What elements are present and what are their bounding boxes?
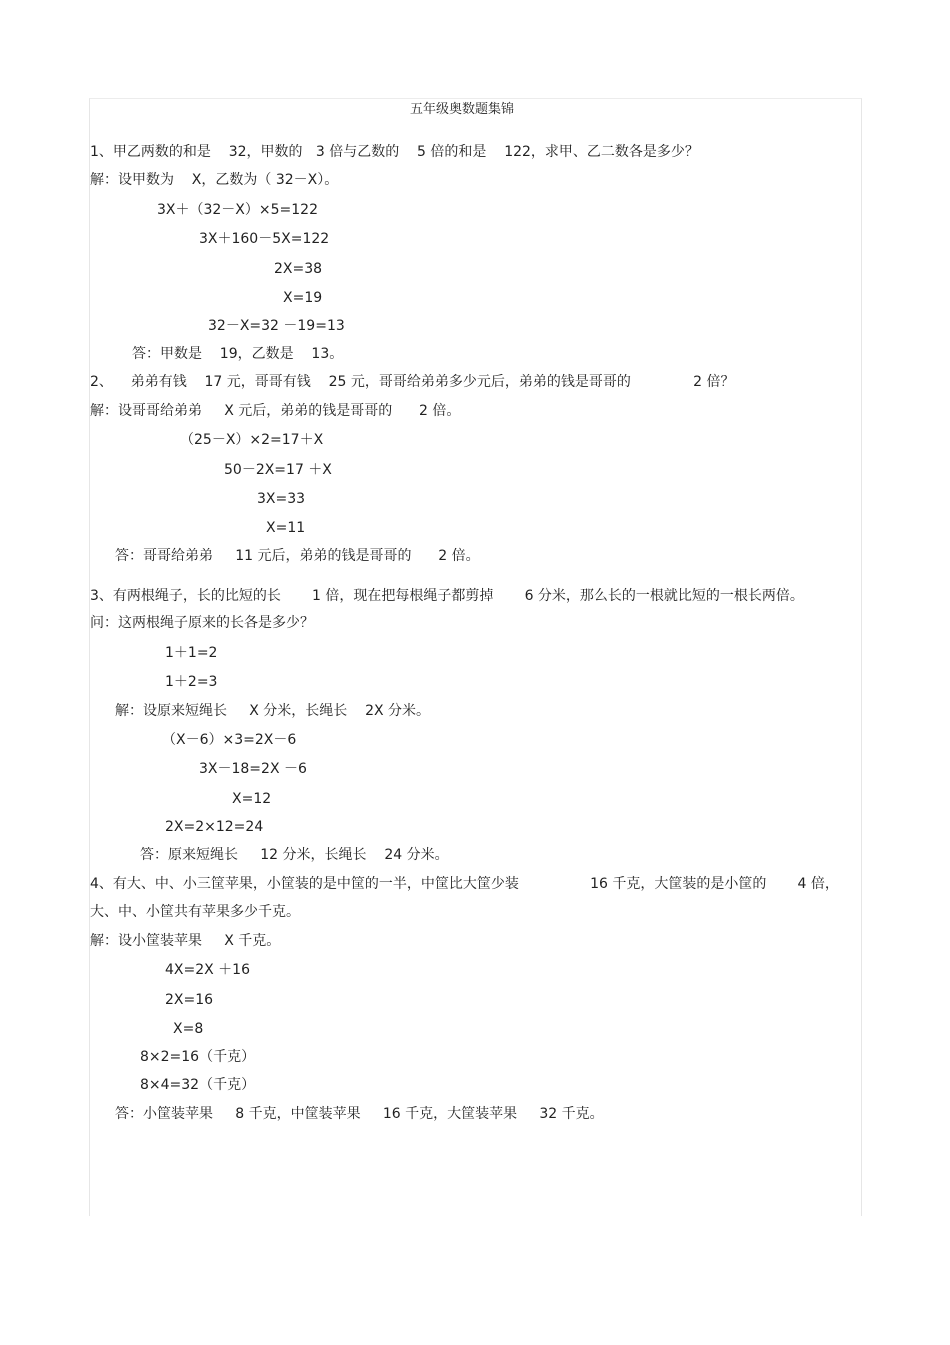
equation-line: X=8 [173, 1021, 204, 1037]
equation-line: X=19 [283, 290, 323, 306]
question-1: 1、甲乙两数的和是 32，甲数的 3 倍与乙数的 5 倍的和是 122，求甲、乙二数各是多少？ [90, 144, 699, 160]
equation-line: 1＋1=2 [165, 645, 218, 661]
question-4-cont: 大、中、小筐共有苹果多少千克。 [90, 904, 300, 920]
equation-line: 4X=2X ＋16 [165, 962, 250, 978]
equation-line: （25－X）×2=17＋X [180, 432, 324, 448]
equation-line: 8×2=16（千克） [140, 1049, 256, 1065]
equation-line: 1＋2=3 [165, 674, 218, 690]
equation-line: X=11 [266, 520, 306, 536]
equation-line: 2X=2×12=24 [165, 819, 264, 835]
equation-line: （X－6）×3=2X－6 [162, 732, 297, 748]
solution-4-setup: 解：设小筐装苹果 X 千克。 [90, 933, 281, 949]
question-3: 3、有两根绳子，长的比短的长 1 倍，现在把每根绳子都剪掉 6 分米，那么长的一根就比短的一根长两倍。 [90, 588, 804, 604]
equation-line: 3X－18=2X －6 [199, 761, 307, 777]
answer-4: 答：小筐装苹果 8 千克，中筐装苹果 16 千克，大筐装苹果 32 千克。 [115, 1106, 604, 1122]
equation-line: 3X＋（32－X）×5=122 [157, 202, 318, 218]
equation-line: 50－2X=17 ＋X [224, 462, 332, 478]
equation-line: 2X=38 [274, 261, 323, 277]
page-title: 五年级奥数题集锦 [410, 102, 515, 117]
equation-line: 3X=33 [257, 491, 306, 507]
solution-3-setup: 解：设原来短绳长 X 分米，长绳长 2X 分米。 [115, 703, 431, 719]
equation-line: 2X=16 [165, 992, 214, 1008]
answer-1: 答：甲数是 19，乙数是 13。 [132, 346, 344, 362]
question-2: 2、 弟弟有钱 17 元，哥哥有钱 25 元，哥哥给弟弟多少元后，弟弟的钱是哥哥的 2 倍？ [90, 374, 735, 390]
question-4: 4、有大、中、小三筐苹果，小筐装的是中筐的一半，中筐比大筐少装 16 千克，大筐装的是小筐的 4 倍， [90, 876, 839, 892]
equation-line: 8×4=32（千克） [140, 1077, 256, 1093]
answer-2: 答：哥哥给弟弟 11 元后，弟弟的钱是哥哥的 2 倍。 [115, 548, 480, 564]
answer-3: 答：原来短绳长 12 分米，长绳长 24 分米。 [140, 847, 449, 863]
solution-2-setup: 解：设哥哥给弟弟 X 元后，弟弟的钱是哥哥的 2 倍。 [90, 403, 461, 419]
equation-line: 3X＋160－5X=122 [199, 231, 330, 247]
question-3-cont: 问：这两根绳子原来的长各是多少？ [90, 615, 314, 631]
equation-line: X=12 [232, 791, 272, 807]
equation-line: 32－X=32 －19=13 [208, 318, 345, 334]
solution-1-setup: 解：设甲数为 X，乙数为（ 32－X）。 [90, 172, 339, 188]
